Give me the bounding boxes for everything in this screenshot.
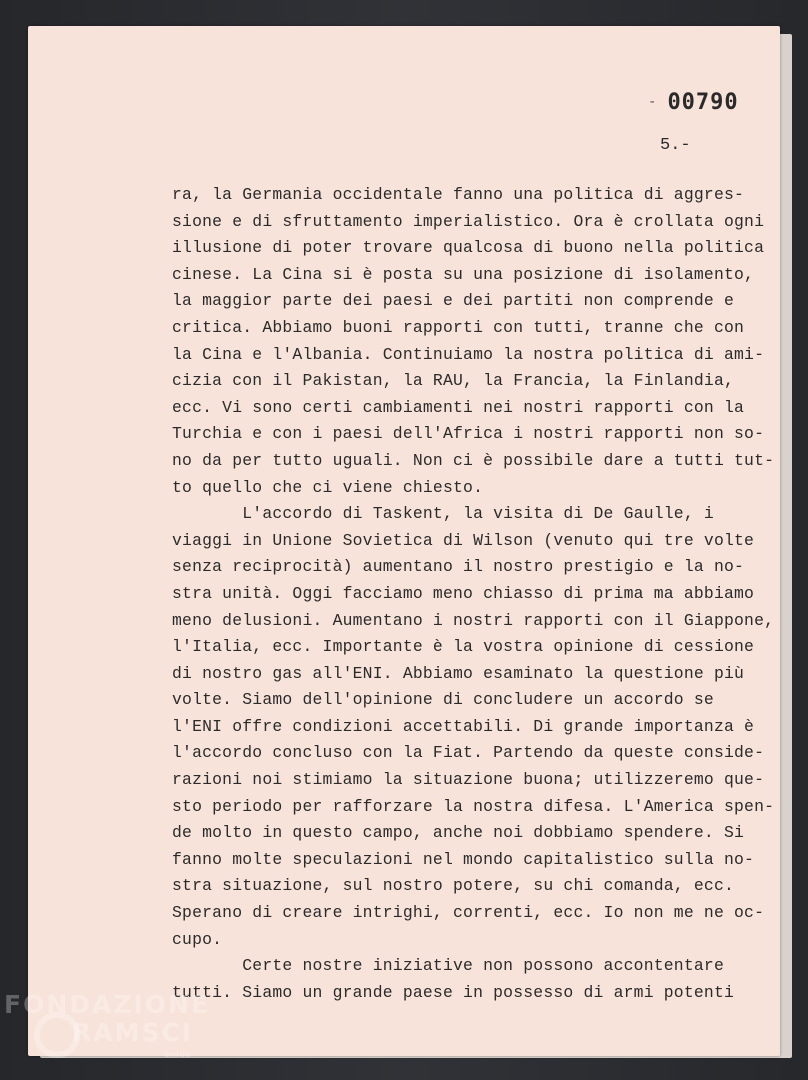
text-line: la Cina e l'Albania. Continuiamo la nostra politica di ami- xyxy=(172,344,765,364)
text-line: l'accordo concluso con la Fiat. Partendo da queste conside- xyxy=(172,743,765,763)
document-number-value: 00790 xyxy=(667,90,739,115)
text-line: Sperano di creare intrighi, correnti, ecc. Io non me ne oc- xyxy=(172,903,765,923)
text-line: sto periodo per rafforzare la nostra difesa. L'America spen- xyxy=(172,796,775,816)
text-line: Certe nostre iniziative non possono accontentare xyxy=(172,956,724,976)
text-line: ecc. Vi sono certi cambiamenti nei nostri rapporti con la xyxy=(172,397,745,417)
text-line: l'ENI offre condizioni accettabili. Di grande importanza è xyxy=(172,716,755,736)
text-line: fanno molte speculazioni nel mondo capitalistico sulla no- xyxy=(172,849,755,869)
text-line: stra situazione, sul nostro potere, su chi comanda, ecc. xyxy=(172,876,735,896)
text-line: de molto in questo campo, anche noi dobbiamo spendere. Si xyxy=(172,823,745,843)
text-line: sione e di sfruttamento imperialistico. Ora è crollata ogni xyxy=(172,211,765,231)
document-number xyxy=(648,90,739,115)
text-line: cizia con il Pakistan, la RAU, la Francia, la Finlandia, xyxy=(172,371,735,391)
text-line: volte. Siamo dell'opinione di concludere un accordo se xyxy=(172,690,714,710)
text-line: ra, la Germania occidentale fanno una politica di aggres- xyxy=(172,185,745,204)
page-number: 5.- xyxy=(660,136,691,155)
text-line: cinese. La Cina si è posta su una posizione di isolamento, xyxy=(172,264,755,284)
text-line: illusione di poter trovare qualcosa di buono nella politica xyxy=(172,238,765,258)
text-line: to quello che ci viene chiesto. xyxy=(172,477,484,497)
text-line: tutti. Siamo un grande paese in possesso di armi potenti xyxy=(172,982,735,1002)
text-line: senza reciprocità) aumentano il nostro prestigio e la no- xyxy=(172,557,745,577)
watermark-sub: onlus xyxy=(164,1050,191,1059)
text-line: no da per tutto uguali. Non ci è possibile dare a tutti tut- xyxy=(172,450,775,470)
text-line: l'Italia, ecc. Importante è la vostra opinione di cessione xyxy=(172,637,755,657)
document-body xyxy=(172,182,775,1006)
text-line: razioni noi stimiamo la situazione buona; utilizzeremo que- xyxy=(172,770,765,790)
watermark-line2: RAMSCI xyxy=(72,1018,194,1047)
text-line: viaggi in Unione Sovietica di Wilson (venuto qui tre volte xyxy=(172,530,755,550)
text-line: L'accordo di Taskent, la visita di De Gaulle, i xyxy=(172,504,714,524)
dash-mark: - xyxy=(648,94,658,110)
text-line: stra unità. Oggi facciamo meno chiasso di prima ma abbiamo xyxy=(172,583,755,603)
text-line: Turchia e con i paesi dell'Africa i nostri rapporti non so- xyxy=(172,424,765,444)
text-line: la maggior parte dei paesi e dei partiti non comprende e xyxy=(172,291,735,311)
text-line: meno delusioni. Aumentano i nostri rapporti con il Giappone, xyxy=(172,610,775,630)
fondazione-gramsci-watermark xyxy=(4,990,211,1070)
text-line: cupo. xyxy=(172,929,223,949)
text-line: di nostro gas all'ENI. Abbiamo esaminato la questione più xyxy=(172,663,745,683)
text-line: critica. Abbiamo buoni rapporti con tutti, tranne che con xyxy=(172,317,745,337)
watermark-line1: FONDAZIONE xyxy=(4,990,211,1019)
